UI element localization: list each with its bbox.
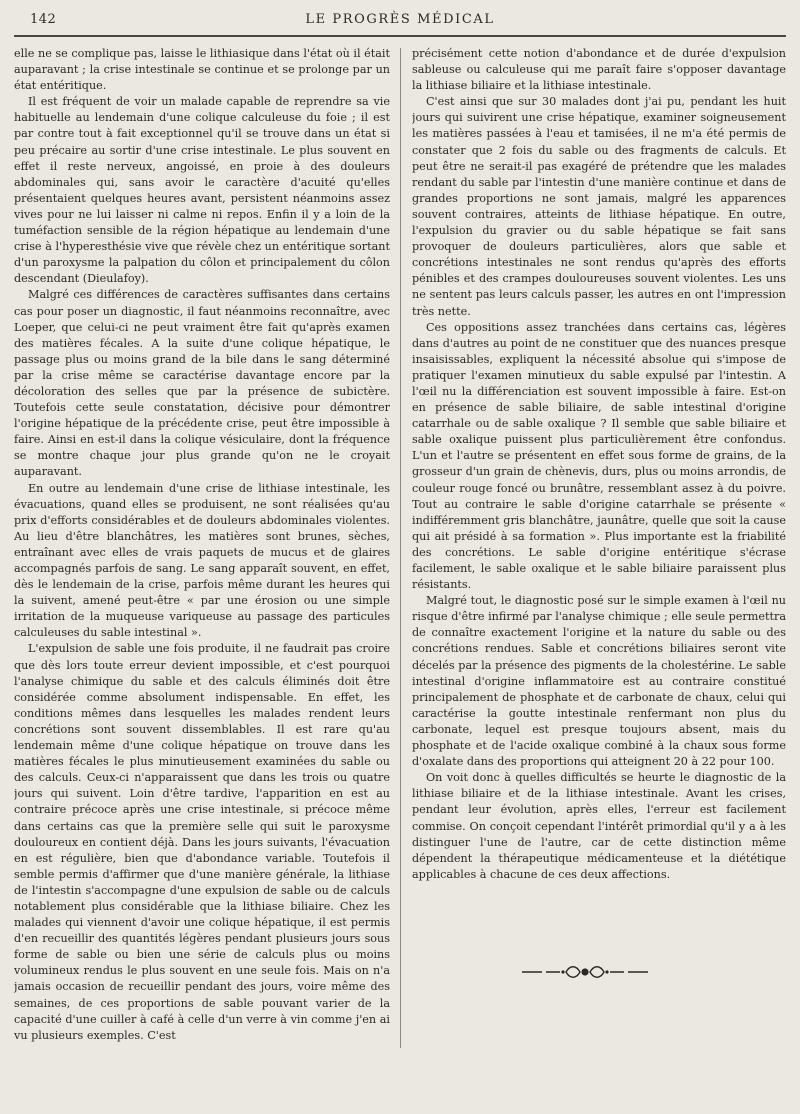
page-number: 142 [30, 12, 57, 27]
paragraph: Malgré ces différences de caractères suffisantes dans certains cas pour poser un diagnostic, il faut néanmoins reconnaître, avec Loeper, que celui-ci ne peut vraiment être fait qu'après examen des matières fécales. A la suite d'une colique hépatique, le passage plus ou moins grand de la bile dans le sang déterminé par la crise même se caractérise davantage encore par la décoloration des selles que par la présence de subictère. Toutefois cette seule constatation, décisive pour démontrer l'origine hépatique de la précédente crise, peut être impossible à faire. Ainsi en est-il dans la colique vésiculaire, dont la fréquence se montre chaque jour plus grande qu'on ne le croyait auparavant. [14, 288, 390, 479]
paragraph: C'est ainsi que sur 30 malades dont j'ai pu, pendant les huit jours qui suivirent une crise hépatique, examiner soigneusement les matières passées à l'eau et tamisées, il ne m'a été permis de constater que 2 fois du sable ou des fragments de calculs. Et peut être ne serait-il pas exagéré de prétendre que les malades rendant du sable par l'intestin d'une manière continue et dans de grandes proportions ne sont jamais, malgré les apparences souvent contraires, atteints de lithiase hépatique. En outre, l'expulsion du gravier ou du sable hépatique se fait sans provoquer de douleurs particulières, alors que sable et concrétions intestinales ne sont rendus qu'après des efforts pénibles et des crampes douloureuses souvent violentes. Les uns ne sentent pas leurs calculs passer, les autres en ont l'impression très nette. [412, 95, 786, 318]
page-header [0, 0, 800, 36]
column-divider [400, 48, 401, 1048]
right-column [412, 46, 786, 916]
paragraph: Malgré tout, le diagnostic posé sur le simple examen à l'œil nu risque d'être infirmé par l'analyse chimique ; elle seule permettra de connaître exactement l'origine et la nature du sable ou des concrétions rendues. Sable et concrétions biliaires seront vite décelés par la présence des pigments de la cholestérine. Le sable intestinal d'origine inflammatoire est au contraire constitué principalement de phosphate et de carbonate de chaux, celui qui caractérise la goutte intestinale renfermant non plus du carbonate, lequel est presque toujours absent, mais du phosphate et de l'acide oxalique combiné à la chaux sous forme d'oxalate dans des proportions qui atteignent 20 à 22 pour 100. [412, 594, 786, 769]
running-title: LE PROGRÈS MÉDICAL [305, 12, 495, 27]
paragraph: elle ne se complique pas, laisse le lithiasique dans l'état où il était auparavant ; la crise intestinale se continue et se prolonge par un état entéritique. [14, 47, 390, 93]
paragraph: L'expulsion de sable une fois produite, il ne faudrait pas croire que dès lors toute erreur devient impossible, et c'est pourquoi l'analyse chimique du sable et des calculs éliminés doit être considérée comme absolument indispensable. En effet, les conditions mêmes dans lesquelles les malades rendent leurs concrétions sont souvent dissemblables. Il est rare qu'au lendemain même d'une colique hépatique on trouve dans les matières fécales le plus minutieusement examinées du sable ou des calculs. Ceux-ci n'apparaissent que dans les trois ou quatre jours qui suivent. Loin d'être tardive, l'apparition en est au contraire précoce après une crise intestinale, si précoce même dans certains cas que la première selle qui suit le paroxysme douloureux en contient déjà. Dans les jours suivants, l'évacuation en est régulière, bien que d'abondance variable. Toutefois il semble permis d'affirmer que d'une manière générale, la lithiase de l'intestin s'accompagne d'une expulsion de sable ou de calculs notablement plus considérable que la lithiase biliaire. Chez les malades qui viennent d'avoir une colique hépatique, il est permis d'en recueillir des quantités légères pendant plusieurs jours sous forme de sable ou bien une série de calculs plus ou moins volumineux rendus le plus souvent en une seule fois. Mais on n'a jamais occasion de recueillir pendant des jours, voire même des semaines, de ces proportions de sable pouvant varier de la capacité d'une cuiller à café à celle d'un verre à vin comme j'en ai vu plusieurs exemples. C'est [14, 642, 390, 1042]
paragraph: Il est fréquent de voir un malade capable de reprendre sa vie habituelle au lendemain d'une colique calculeuse du foie ; il est par contre tout à fait exceptionnel qu'il se trouve dans un état si peu précaire au sortir d'une crise intestinale. Le plus souvent en effet il reste nerveux, angoissé, en proie à des douleurs abdominales qui, sans avoir le caractère d'acuité qu'elles présentaient quelques heures avant, persistent néanmoins assez vives pour ne lui laisser ni calme ni repos. Enfin il y a loin de la tuméfaction sensible de la région hépatique au lendemain d'une crise à l'hyperesthésie vive que révèle chez un entéritique sortant d'un paroxysme la palpation du côlon et principalement du côlon descendant (Dieulafoy). [14, 95, 390, 286]
tailpiece-ornament [520, 962, 650, 982]
header-rule [14, 35, 786, 37]
paragraph: En outre au lendemain d'une crise de lithiase intestinale, les évacuations, quand elles se produisent, ne sont réalisées qu'au prix d'efforts considérables et de douleurs abdominales violentes. Au lieu d'être blanchâtres, les matières sont brunes, sèches, entraînant avec elles de vrais paquets de mucus et de glaires accompagnés parfois de sang. Le sang apparaît souvent, en effet, dès le lendemain de la crise, parfois même durant les heures qui la suivent, amené peut-être « par une érosion ou une simple irritation de la muqueuse variqueuse au passage des particules calculeuses du sable intestinal ». [14, 481, 390, 640]
paragraph: On voit donc à quelles difficultés se heurte le diagnostic de la lithiase biliaire et de la lithiase intestinale. Avant les crises, pendant leur évolution, après elles, l'erreur est facilement commise. On conçoit cependant l'intérêt primordial qu'il y a à les distinguer l'une de l'autre, car de cette distinction même dépendent la thérapeutique médicamenteuse et la diététique applicables à chacune de ces deux affections. [412, 771, 786, 881]
left-column [14, 46, 390, 1058]
paragraph: Ces oppositions assez tranchées dans certains cas, légères dans d'autres au point de ne constituer que des nuances presque insaisissables, expliquent la nécessité absolue qui s'impose de pratiquer l'examen minutieux du sable expulsé par l'intestin. A l'œil nu la différenciation est souvent impossible à faire. Est-on en présence de sable biliaire, de sable intestinal d'origine catarrhale ou de sable oxalique ? Il semble que sable biliaire et sable oxalique puissent plus particulièrement être confondus. L'un et l'autre se présentent en effet sous forme de grains, de la grosseur d'un grain de chènevis, durs, plus ou moins arrondis, de couleur rouge foncé ou brunâtre, ressemblant assez à du poivre. Tout au contraire le sable d'origine catarrhale se présente « indifféremment gris blanchâtre, jaunâtre, quelle que soit la cause qui ait présidé à sa formation ». Plus importante est la friabilité des concrétions. Le sable d'origine entéritique s'écrase facilement, le sable oxalique et le sable biliaire paraissent plus résistants. [412, 320, 786, 592]
paragraph: précisément cette notion d'abondance et de durée d'expulsion sableuse ou calculeuse qui me paraît faire s'opposer davantage la lithiase biliaire et la lithiase intestinale. [412, 47, 786, 93]
